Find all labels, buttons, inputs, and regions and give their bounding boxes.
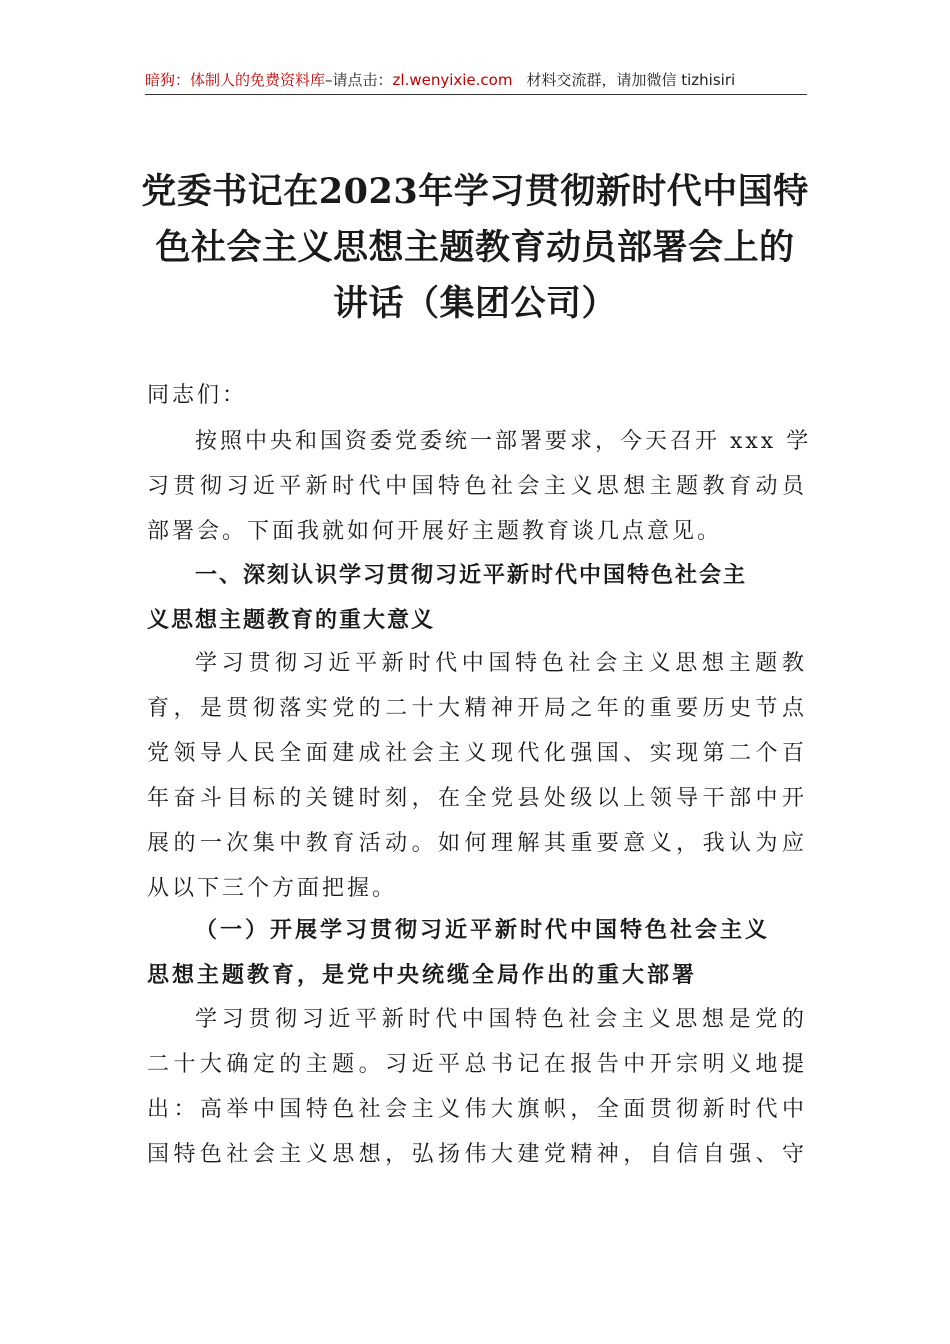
heading-line: （一）开展学习贯彻习近平新时代中国特色社会主义 xyxy=(195,917,771,943)
paragraph-line: 习贯彻习近平新时代中国特色社会主义思想主题教育动员 xyxy=(147,474,807,499)
paragraph-theme xyxy=(147,997,807,1177)
document-title xyxy=(140,164,810,332)
paragraph-line: 年奋斗目标的关键时刻，在全党县处级以上领导干部中开 xyxy=(147,786,807,811)
subsection-heading-1 xyxy=(147,908,807,998)
heading-line: 思想主题教育，是党中央统缆全局作出的重大部署 xyxy=(147,962,698,988)
paragraph-intro xyxy=(147,419,812,554)
paragraph-line: 育，是贯彻落实党的二十大精神开局之年的重要历史节点 xyxy=(147,696,807,721)
paragraph-line: 二十大确定的主题。习近平总书记在报告中开宗明义地提 xyxy=(147,1052,807,1077)
header-site-label: 暗狗：体制人的免费资料库 xyxy=(145,71,326,89)
title-line: 讲话（集团公司） xyxy=(332,283,617,324)
header-url-link[interactable]: zl.wenyixie.com xyxy=(392,71,513,89)
paragraph-line: 出：高举中国特色社会主义伟大旗帜，全面贯彻新时代中 xyxy=(147,1097,807,1122)
salutation: 同志们： xyxy=(147,383,248,408)
paragraph-line: 展的一次集中教育活动。如何理解其重要意义，我认为应 xyxy=(147,831,807,856)
section-heading-1 xyxy=(147,553,807,643)
paragraph-line: 党领导人民全面建成社会主义现代化强国、实现第二个百 xyxy=(147,741,807,766)
title-line: 色社会主义思想主题教育动员部署会上的 xyxy=(155,227,795,268)
paragraph-line: 按照中央和国资委党委统一部署要求，今天召开 xxx 学 xyxy=(195,429,812,454)
paragraph-line: 学习贯彻习近平新时代中国特色社会主义思想主题教 xyxy=(195,651,807,676)
page-header xyxy=(145,66,807,95)
header-group-label: 材料交流群，请加微信 tizhisiri xyxy=(526,71,736,89)
paragraph-line: 国特色社会主义思想，弘扬伟大建党精神，自信自强、守 xyxy=(147,1142,807,1167)
title-line: 党委书记在2023年学习贯彻新时代中国特 xyxy=(141,171,809,212)
paragraph-line: 从以下三个方面把握。 xyxy=(147,876,398,901)
header-click-label: –请点击： xyxy=(325,71,393,89)
heading-line: 一、深刻认识学习贯彻习近平新时代中国特色社会主 xyxy=(195,563,748,588)
paragraph-line: 学习贯彻习近平新时代中国特色社会主义思想是党的 xyxy=(195,1007,807,1032)
paragraph-line: 部署会。下面我就如何开展好主题教育谈几点意见。 xyxy=(147,519,723,544)
heading-line: 义思想主题教育的重大意义 xyxy=(147,608,436,633)
paragraph-significance xyxy=(147,641,807,911)
